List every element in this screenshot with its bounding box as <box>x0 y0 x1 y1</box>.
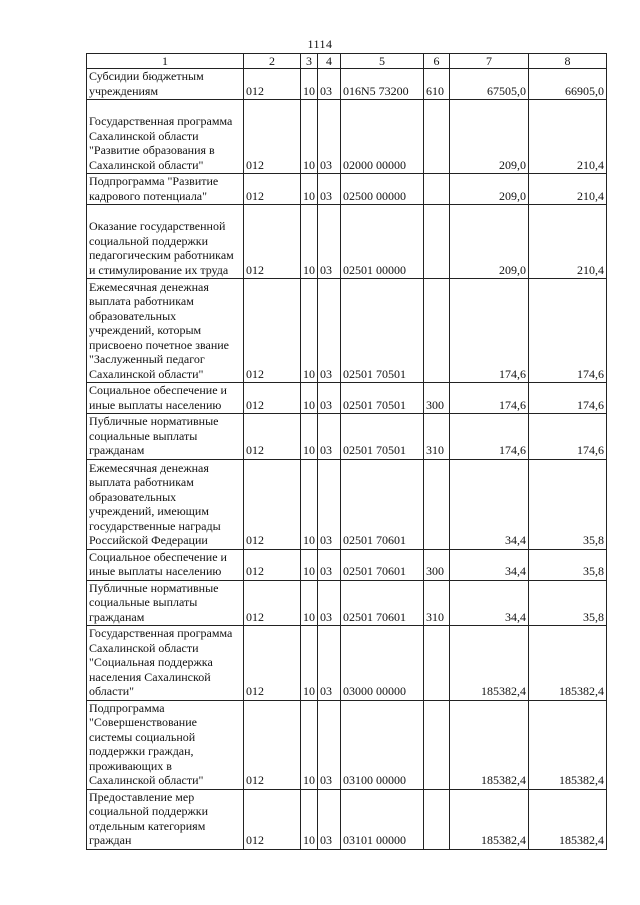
section-code-cell: 10 <box>301 459 318 549</box>
value-cell: 185382,4 <box>450 700 529 789</box>
ministry-code-cell: 012 <box>244 414 301 460</box>
table-row <box>87 414 607 460</box>
value-cell: 35,8 <box>529 580 607 626</box>
subsection-code-cell: 03 <box>318 100 341 174</box>
expense-type-cell: 610 <box>424 69 450 100</box>
table-row <box>87 205 607 279</box>
expense-type-cell <box>424 174 450 205</box>
table-row <box>87 789 607 849</box>
value-cell: 210,4 <box>529 100 607 174</box>
value-cell: 185382,4 <box>450 789 529 849</box>
value-cell: 185382,4 <box>529 789 607 849</box>
header-cell: 8 <box>529 54 607 69</box>
expense-type-cell: 300 <box>424 549 450 580</box>
ministry-code-cell: 012 <box>244 383 301 414</box>
section-code-cell: 10 <box>301 69 318 100</box>
subsection-code-cell: 03 <box>318 789 341 849</box>
row-name-cell: Государственная программа Сахалинской области "Развитие образования в Сахалинской области" <box>87 100 244 174</box>
row-name-cell: Предоставление мер социальной поддержки отдельным категориям граждан <box>87 789 244 849</box>
row-name-cell: Подпрограмма "Развитие кадрового потенциала" <box>87 174 244 205</box>
value-cell: 209,0 <box>450 100 529 174</box>
ministry-code-cell: 012 <box>244 174 301 205</box>
table-row <box>87 626 607 701</box>
table-row <box>87 700 607 789</box>
ministry-code-cell: 012 <box>244 459 301 549</box>
value-cell: 210,4 <box>529 205 607 279</box>
section-code-cell: 10 <box>301 174 318 205</box>
row-name-cell: Подпрограмма "Совершенствование системы социальной поддержки граждан, проживающих в Сахалинской области" <box>87 700 244 789</box>
expense-type-cell <box>424 626 450 701</box>
target-article-cell: 02000 00000 <box>341 100 424 174</box>
table-row <box>87 383 607 414</box>
header-row <box>87 54 607 69</box>
value-cell: 66905,0 <box>529 69 607 100</box>
subsection-code-cell: 03 <box>318 700 341 789</box>
section-code-cell: 10 <box>301 789 318 849</box>
row-name-cell: Социальное обеспечение и иные выплаты населению <box>87 383 244 414</box>
value-cell: 185382,4 <box>529 626 607 701</box>
expense-type-cell <box>424 700 450 789</box>
row-name-cell: Оказание государственной социальной поддержки педагогическим работникам и стимулирование их труда <box>87 205 244 279</box>
row-name-cell: Публичные нормативные социальные выплаты гражданам <box>87 580 244 626</box>
expense-type-cell <box>424 100 450 174</box>
row-name-cell: Публичные нормативные социальные выплаты гражданам <box>87 414 244 460</box>
expense-type-cell <box>424 789 450 849</box>
value-cell: 34,4 <box>450 549 529 580</box>
subsection-code-cell: 03 <box>318 459 341 549</box>
section-code-cell: 10 <box>301 700 318 789</box>
value-cell: 35,8 <box>529 549 607 580</box>
target-article-cell: 02501 70501 <box>341 279 424 383</box>
value-cell: 174,6 <box>450 279 529 383</box>
header-cell: 1 <box>87 54 244 69</box>
ministry-code-cell: 012 <box>244 279 301 383</box>
page-number: 1114 <box>307 37 333 51</box>
ministry-code-cell: 012 <box>244 69 301 100</box>
section-code-cell: 10 <box>301 549 318 580</box>
target-article-cell: 03100 00000 <box>341 700 424 789</box>
section-code-cell: 10 <box>301 414 318 460</box>
section-code-cell: 10 <box>301 580 318 626</box>
table-row <box>87 279 607 383</box>
row-name-cell: Социальное обеспечение и иные выплаты населению <box>87 549 244 580</box>
subsection-code-cell: 03 <box>318 69 341 100</box>
ministry-code-cell: 012 <box>244 789 301 849</box>
target-article-cell: 02501 70601 <box>341 549 424 580</box>
subsection-code-cell: 03 <box>318 626 341 701</box>
value-cell: 34,4 <box>450 459 529 549</box>
target-article-cell: 016N5 73200 <box>341 69 424 100</box>
expense-type-cell <box>424 279 450 383</box>
budget-table <box>86 53 607 850</box>
subsection-code-cell: 03 <box>318 549 341 580</box>
ministry-code-cell: 012 <box>244 700 301 789</box>
header-cell: 2 <box>244 54 301 69</box>
table-row <box>87 100 607 174</box>
header-cell: 4 <box>318 54 341 69</box>
header-cell: 7 <box>450 54 529 69</box>
expense-type-cell: 300 <box>424 383 450 414</box>
section-code-cell: 10 <box>301 100 318 174</box>
header-cell: 3 <box>301 54 318 69</box>
section-code-cell: 10 <box>301 383 318 414</box>
table-row <box>87 549 607 580</box>
ministry-code-cell: 012 <box>244 626 301 701</box>
ministry-code-cell: 012 <box>244 205 301 279</box>
value-cell: 209,0 <box>450 205 529 279</box>
value-cell: 35,8 <box>529 459 607 549</box>
subsection-code-cell: 03 <box>318 383 341 414</box>
subsection-code-cell: 03 <box>318 174 341 205</box>
value-cell: 174,6 <box>529 279 607 383</box>
table-row <box>87 459 607 549</box>
header-cell: 6 <box>424 54 450 69</box>
value-cell: 34,4 <box>450 580 529 626</box>
expense-type-cell: 310 <box>424 414 450 460</box>
target-article-cell: 02501 70501 <box>341 383 424 414</box>
section-code-cell: 10 <box>301 626 318 701</box>
table-row <box>87 580 607 626</box>
subsection-code-cell: 03 <box>318 414 341 460</box>
target-article-cell: 02500 00000 <box>341 174 424 205</box>
expense-type-cell <box>424 205 450 279</box>
value-cell: 210,4 <box>529 174 607 205</box>
value-cell: 174,6 <box>529 383 607 414</box>
section-code-cell: 10 <box>301 205 318 279</box>
subsection-code-cell: 03 <box>318 279 341 383</box>
ministry-code-cell: 012 <box>244 549 301 580</box>
value-cell: 174,6 <box>450 383 529 414</box>
value-cell: 174,6 <box>529 414 607 460</box>
value-cell: 209,0 <box>450 174 529 205</box>
ministry-code-cell: 012 <box>244 100 301 174</box>
section-code-cell: 10 <box>301 279 318 383</box>
target-article-cell: 02501 70601 <box>341 459 424 549</box>
value-cell: 185382,4 <box>529 700 607 789</box>
target-article-cell: 03000 00000 <box>341 626 424 701</box>
row-name-cell: Субсидии бюджетным учреждениям <box>87 69 244 100</box>
target-article-cell: 03101 00000 <box>341 789 424 849</box>
ministry-code-cell: 012 <box>244 580 301 626</box>
table-row <box>87 174 607 205</box>
subsection-code-cell: 03 <box>318 580 341 626</box>
value-cell: 185382,4 <box>450 626 529 701</box>
value-cell: 67505,0 <box>450 69 529 100</box>
value-cell: 174,6 <box>450 414 529 460</box>
target-article-cell: 02501 70501 <box>341 414 424 460</box>
target-article-cell: 02501 70601 <box>341 580 424 626</box>
row-name-cell: Государственная программа Сахалинской области "Социальная поддержка населения Сахалинской области" <box>87 626 244 701</box>
expense-type-cell <box>424 459 450 549</box>
subsection-code-cell: 03 <box>318 205 341 279</box>
row-name-cell: Ежемесячная денежная выплата работникам образовательных учреждений, имеющим государственные награды Российской Федерации <box>87 459 244 549</box>
target-article-cell: 02501 00000 <box>341 205 424 279</box>
table-row <box>87 69 607 100</box>
header-cell: 5 <box>341 54 424 69</box>
row-name-cell: Ежемесячная денежная выплата работникам образовательных учреждений, которым присвоено почетное звание "Заслуженный педагог Сахалинской области" <box>87 279 244 383</box>
expense-type-cell: 310 <box>424 580 450 626</box>
